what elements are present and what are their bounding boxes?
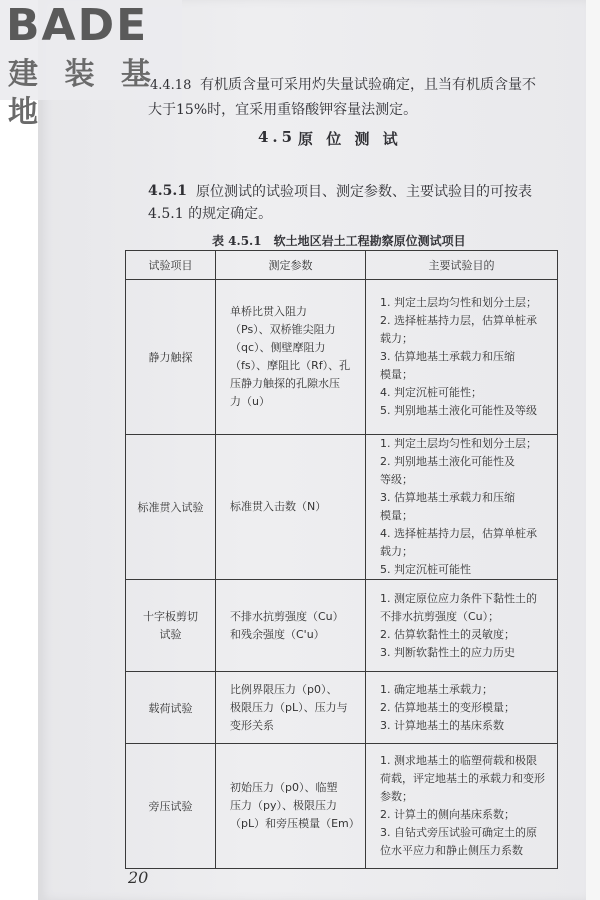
purpose-line: 载力； <box>380 332 413 345</box>
param-line: 初始压力（p0）、临塑 <box>230 781 338 794</box>
row-purposes <box>366 744 558 869</box>
purpose-line: 1. 测定原位应力条件下黏性土的 <box>380 591 537 605</box>
clause-451-number: 4.5.1 <box>148 183 187 199</box>
row-purposes <box>366 672 558 744</box>
param-line: 压力（py）、极限压力 <box>230 799 337 812</box>
logo-brand: BADE <box>6 0 149 51</box>
header-purpose: 主要试验目的 <box>366 251 558 280</box>
table-row <box>126 744 558 869</box>
purpose-line: 3. 自钻式旁压试验可确定土的原 <box>380 826 537 839</box>
purpose-line: 2. 计算土的侧向基床系数； <box>380 808 515 821</box>
row-item: 载荷试验 <box>126 672 216 744</box>
table-row <box>126 435 558 580</box>
purpose-line: 3. 计算地基土的基床系数 <box>380 718 504 732</box>
param-line: 变形关系 <box>230 718 274 732</box>
row-params <box>216 580 366 672</box>
param-line: （pL）和旁压模量（Em） <box>230 817 360 830</box>
row-item: 标准贯入试验 <box>126 435 216 580</box>
purpose-line: 5. 判定沉桩可能性 <box>380 563 471 576</box>
purpose-line: 3. 判断软黏性土的应力历史 <box>380 645 515 659</box>
table-header-row <box>126 251 558 280</box>
param-line: （qc）、侧壁摩阻力 <box>230 341 326 354</box>
row-params <box>216 672 366 744</box>
purpose-line: 等级； <box>380 473 413 486</box>
purpose-line: 1. 判定土层均匀性和划分土层； <box>380 296 537 309</box>
param-line: 和残余强度（C'u） <box>230 627 325 641</box>
row-purposes <box>366 280 558 435</box>
test-items-table <box>125 250 558 869</box>
purpose-line: 模量； <box>380 509 413 522</box>
param-line: （fs）、摩阻比（Rf）、孔 <box>230 359 351 372</box>
purpose-line: 2. 估算地基土的变形模量； <box>380 700 515 714</box>
table-row <box>126 580 558 672</box>
param-line: 压静力触探的孔隙水压 <box>230 377 340 390</box>
item-line: 十字板剪切 <box>143 609 198 623</box>
purpose-line: 1. 判定土层均匀性和划分土层； <box>380 437 537 450</box>
clause-418-line1: 有机质含量可采用灼失量试验确定，且当有机质含量不 <box>200 77 536 93</box>
clause-451-line1: 原位测试的试验项目、测定参数、主要试验目的可按表 <box>196 184 532 200</box>
row-item <box>126 580 216 672</box>
purpose-line: 2. 判别地基土液化可能性及 <box>380 455 515 468</box>
param-line: 不排水抗剪强度（Cu） <box>230 609 344 623</box>
clause-418-line2: 大于15%时，宜采用重铬酸钾容量法测定。 <box>148 102 418 118</box>
table-caption: 表 4.5.1 软土地区岩土工程勘察原位测试项目 <box>212 234 466 248</box>
purpose-line: 位水平应力和静止侧压力系数 <box>380 844 523 857</box>
purpose-line: 3. 估算地基土承载力和压缩 <box>380 491 515 504</box>
logo-subtitle: 建 装 基 地 <box>8 57 159 130</box>
purpose-line: 参数； <box>380 790 413 803</box>
purpose-line: 5. 判别地基土液化可能性及等级 <box>380 404 537 417</box>
purpose-line: 模量； <box>380 368 413 381</box>
purpose-line: 4. 判定沉桩可能性； <box>380 386 482 399</box>
param-line: 极限压力（pL）、压力与 <box>230 700 348 714</box>
param-line: 力（u） <box>230 395 270 408</box>
param-line: 比例界限压力（p0）、 <box>230 682 338 696</box>
row-item: 旁压试验 <box>126 744 216 869</box>
table-row <box>126 672 558 744</box>
purpose-line: 1. 测求地基土的临塑荷载和极限 <box>380 754 537 767</box>
purpose-line: 荷载，评定地基土的承载力和变形 <box>380 772 545 785</box>
section-number: 4.5 <box>258 128 297 146</box>
page-edge <box>586 0 600 900</box>
page-number: 20 <box>128 868 149 887</box>
item-line: 试验 <box>159 627 182 641</box>
param-line: 标准贯入击数（N） <box>230 500 327 513</box>
purpose-line: 4. 选择桩基持力层，估算单桩承 <box>380 527 537 540</box>
param-line: （Ps）、双桥锥尖阻力 <box>230 323 336 336</box>
param-line: 单桥比贯入阻力 <box>230 305 307 318</box>
row-params <box>216 435 366 580</box>
purpose-line: 2. 估算软黏性土的灵敏度； <box>380 627 515 641</box>
row-params <box>216 280 366 435</box>
row-purposes <box>366 435 558 580</box>
purpose-line: 1. 确定地基土承载力； <box>380 682 493 696</box>
row-params <box>216 744 366 869</box>
header-params: 测定参数 <box>216 251 366 280</box>
section-title: 原 位 测 试 <box>298 130 402 148</box>
purpose-line: 载力； <box>380 545 413 558</box>
clause-418-number: 4.4.18 <box>150 78 192 93</box>
purpose-line: 2. 选择桩基持力层，估算单桩承 <box>380 314 537 327</box>
row-purposes <box>366 580 558 672</box>
row-item: 静力触探 <box>126 280 216 435</box>
clause-451-line2: 4.5.1 的规定确定。 <box>148 206 273 222</box>
header-item: 试验项目 <box>126 251 216 280</box>
purpose-line: 不排水抗剪强度（Cu）； <box>380 609 500 623</box>
table-row <box>126 280 558 435</box>
purpose-line: 3. 估算地基土承载力和压缩 <box>380 350 515 363</box>
